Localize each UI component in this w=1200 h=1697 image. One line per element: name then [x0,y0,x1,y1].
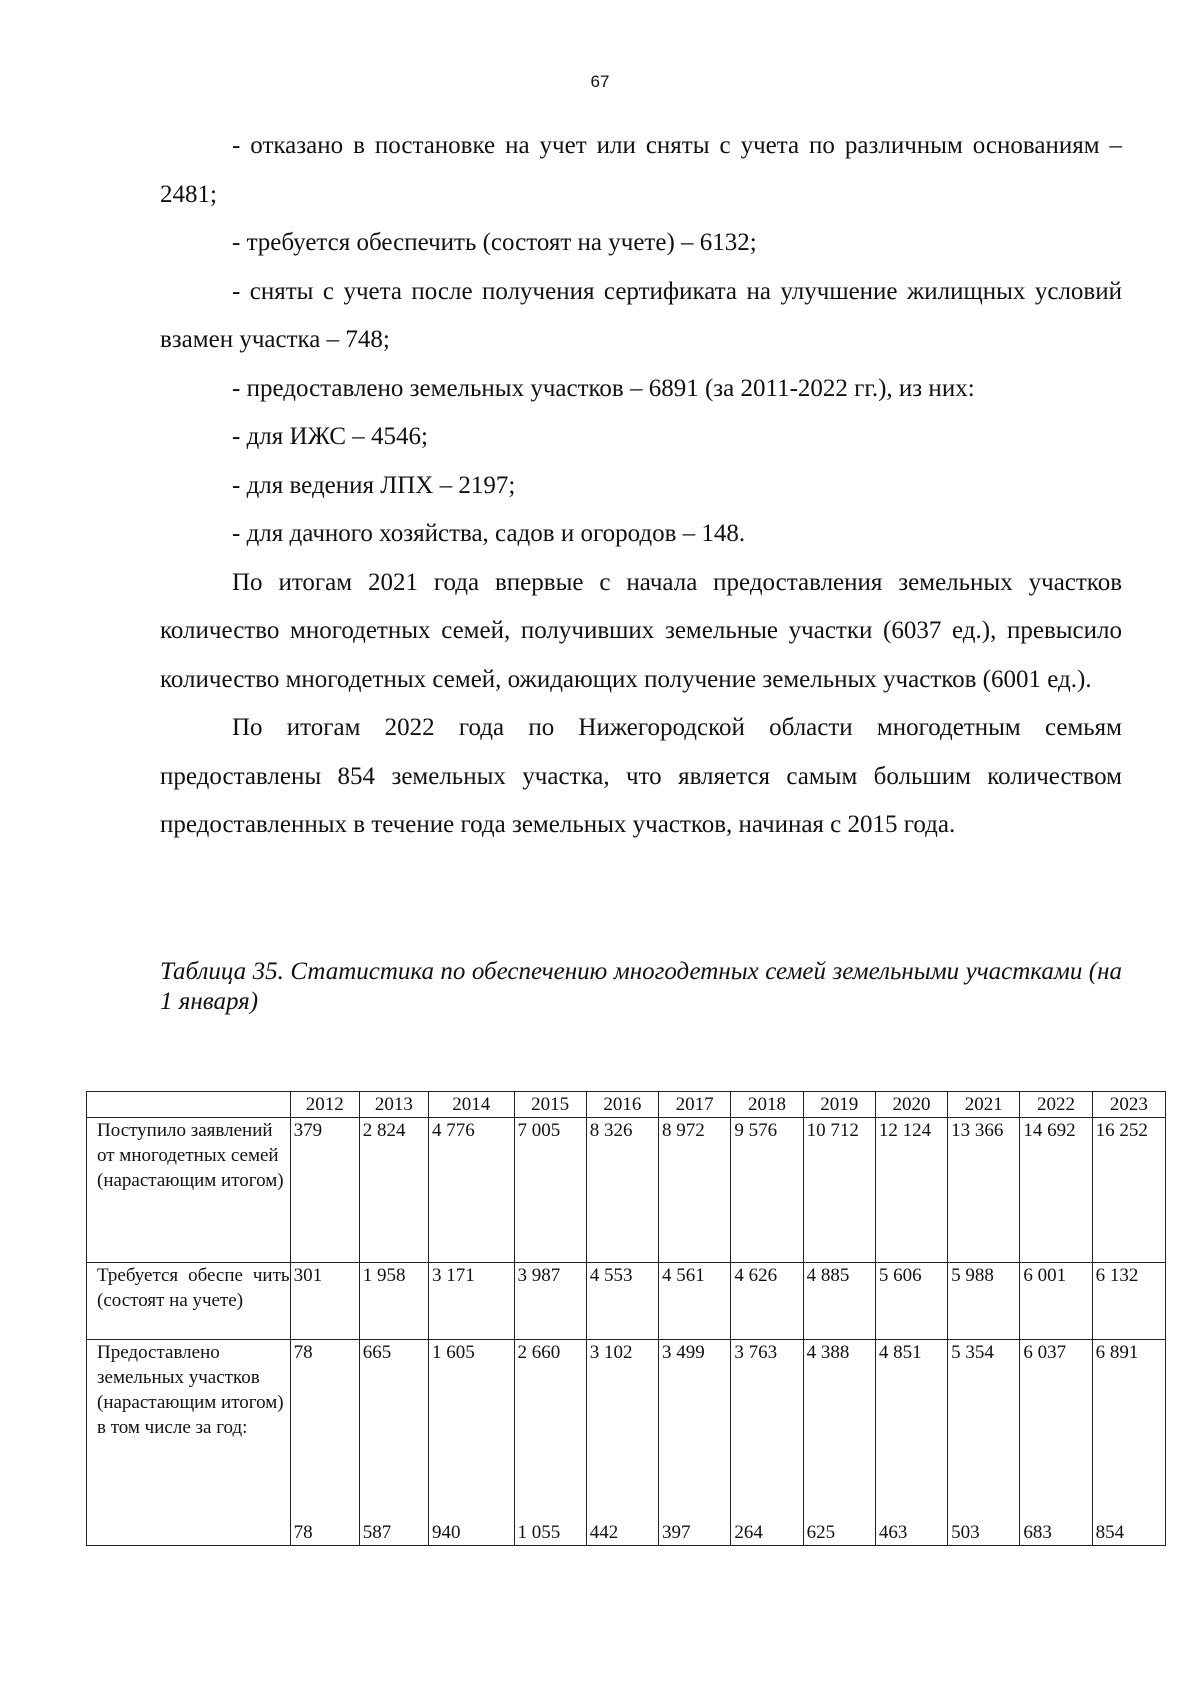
paragraph: - для дачного хозяйства, садов и огородов – 148. [232,520,746,547]
table-cell: 7 005 [514,1118,586,1263]
paragraph: По итогам 2021 года впервые с начала предоставления земельных участков количество многодетных семей, получивших земельные участки (6037 ед.), превысило количество многодетных семей, ожидающих получение земельных участков (6001 ед.). [160,568,1122,693]
year-header: 2015 [514,1092,586,1118]
year-header: 2018 [731,1092,803,1118]
paragraph: - для ведения ЛПХ – 2197; [232,471,516,499]
table-cell: 13 366 [948,1118,1020,1263]
table-cell: 8 326 [586,1118,658,1263]
table-caption: Таблица 35. Статистика по обеспечению многодетных семей земельными участками (на 1 января) [160,958,1122,1015]
year-header: 2022 [1020,1092,1092,1118]
paragraph: - предоставлено земельных участков – 6891 (за 2011-2022 гг.), из них: [232,374,975,402]
year-header: 2013 [359,1092,428,1118]
table-cell: 9 576 [731,1118,803,1263]
row-label: Предоставлено земельных участков (нарастающим итогом) [97,1342,284,1413]
cumulative-value: 4 851 [878,1342,922,1363]
table-row [87,1340,1166,1546]
cumulative-value: 3 102 [589,1342,633,1363]
year-header: 2012 [290,1092,359,1118]
table-cell: 1 958 [359,1263,428,1340]
table-cell: 12 124 [875,1118,947,1263]
table-cell [659,1340,731,1546]
table-cell: 5 606 [875,1263,947,1340]
table-cell: 4 885 [803,1263,875,1340]
cumulative-value: 6 891 [1095,1342,1139,1363]
year-value: 1 055 [517,1522,561,1543]
paragraph: - отказано в постановке на учет или сняты с учета по различным основаниям – 2481; [160,132,1122,208]
year-value: 463 [878,1522,908,1543]
year-value: 503 [951,1522,980,1543]
table-cell: 6 001 [1020,1263,1092,1340]
year-value: 442 [589,1522,619,1543]
table-cell: 3 987 [514,1263,586,1340]
table-cell [731,1340,803,1546]
table-cell [1020,1340,1092,1546]
year-header: 2021 [948,1092,1020,1118]
table-cell [290,1340,359,1546]
table-cell: 4 626 [731,1263,803,1340]
table-cell [429,1340,515,1546]
cumulative-value: 5 354 [951,1342,994,1363]
table-cell: 4 553 [586,1263,658,1340]
table-cell [514,1340,586,1546]
paragraph: - сняты с учета после получения сертификата на улучшение жилищных условий взамен участка – 748; [160,277,1122,353]
cumulative-value: 3 499 [662,1342,705,1363]
year-header: 2014 [429,1092,515,1118]
table-cell: 4 561 [659,1263,731,1340]
table-row [87,1118,1166,1263]
table-cell: 2 824 [359,1118,428,1263]
page-number: 67 [590,72,610,91]
row-label: Поступило заявлений от многодетных семей (нарастающим итогом) [87,1118,291,1263]
year-header: 2019 [803,1092,875,1118]
year-value: 397 [662,1522,691,1543]
cumulative-value: 665 [362,1342,392,1363]
table-cell: 8 972 [659,1118,731,1263]
paragraph: - для ИЖС – 4546; [232,423,428,450]
table-cell: 10 712 [803,1118,875,1263]
header-corner-cell [87,1092,291,1118]
cumulative-value: 3 763 [734,1342,778,1363]
year-value: 264 [734,1522,763,1543]
cumulative-value: 1 605 [432,1342,475,1363]
statistics-table [86,1091,1166,1546]
paragraph: По итогам 2022 года по Нижегородской области многодетным семьям предоставлены 854 земельных участка, что является самым большим количеством предоставленных в течение года земельных участков, начиная с 2015 года. [160,714,1122,838]
table-header-row [87,1092,1166,1118]
year-value: 625 [806,1522,836,1543]
table-cell: 3 171 [429,1263,515,1340]
table-cell: 301 [290,1263,359,1340]
year-value: 587 [362,1522,392,1543]
table-row [87,1263,1166,1340]
year-header: 2020 [875,1092,947,1118]
table-cell: 6 132 [1092,1263,1165,1340]
year-header: 2016 [586,1092,658,1118]
table-cell [803,1340,875,1546]
row-label-cell [87,1340,291,1546]
year-header: 2017 [659,1092,731,1118]
year-value: 683 [1023,1522,1052,1543]
table-cell [1092,1340,1165,1546]
row-label: Требуется обеспе чить (состоят на учете) [87,1263,291,1340]
year-value: 78 [293,1522,313,1543]
table-cell [948,1340,1020,1546]
table-cell [359,1340,428,1546]
table-cell: 5 988 [948,1263,1020,1340]
year-header: 2023 [1092,1092,1165,1118]
table-cell: 14 692 [1020,1118,1092,1263]
cumulative-value: 4 388 [806,1342,850,1363]
body-text [160,122,1122,850]
cumulative-value: 78 [293,1342,313,1363]
year-value: 854 [1095,1522,1125,1543]
table-cell [875,1340,947,1546]
table-cell: 379 [290,1118,359,1263]
cumulative-value: 6 037 [1023,1342,1067,1363]
row-sublabel: в том числе за год: [97,1417,248,1438]
table-cell: 4 776 [429,1118,515,1263]
cumulative-value: 2 660 [517,1342,561,1363]
table-cell: 16 252 [1092,1118,1165,1263]
table-cell [586,1340,658,1546]
paragraph: - требуется обеспечить (состоят на учете) – 6132; [232,229,757,256]
year-value: 940 [432,1522,461,1543]
